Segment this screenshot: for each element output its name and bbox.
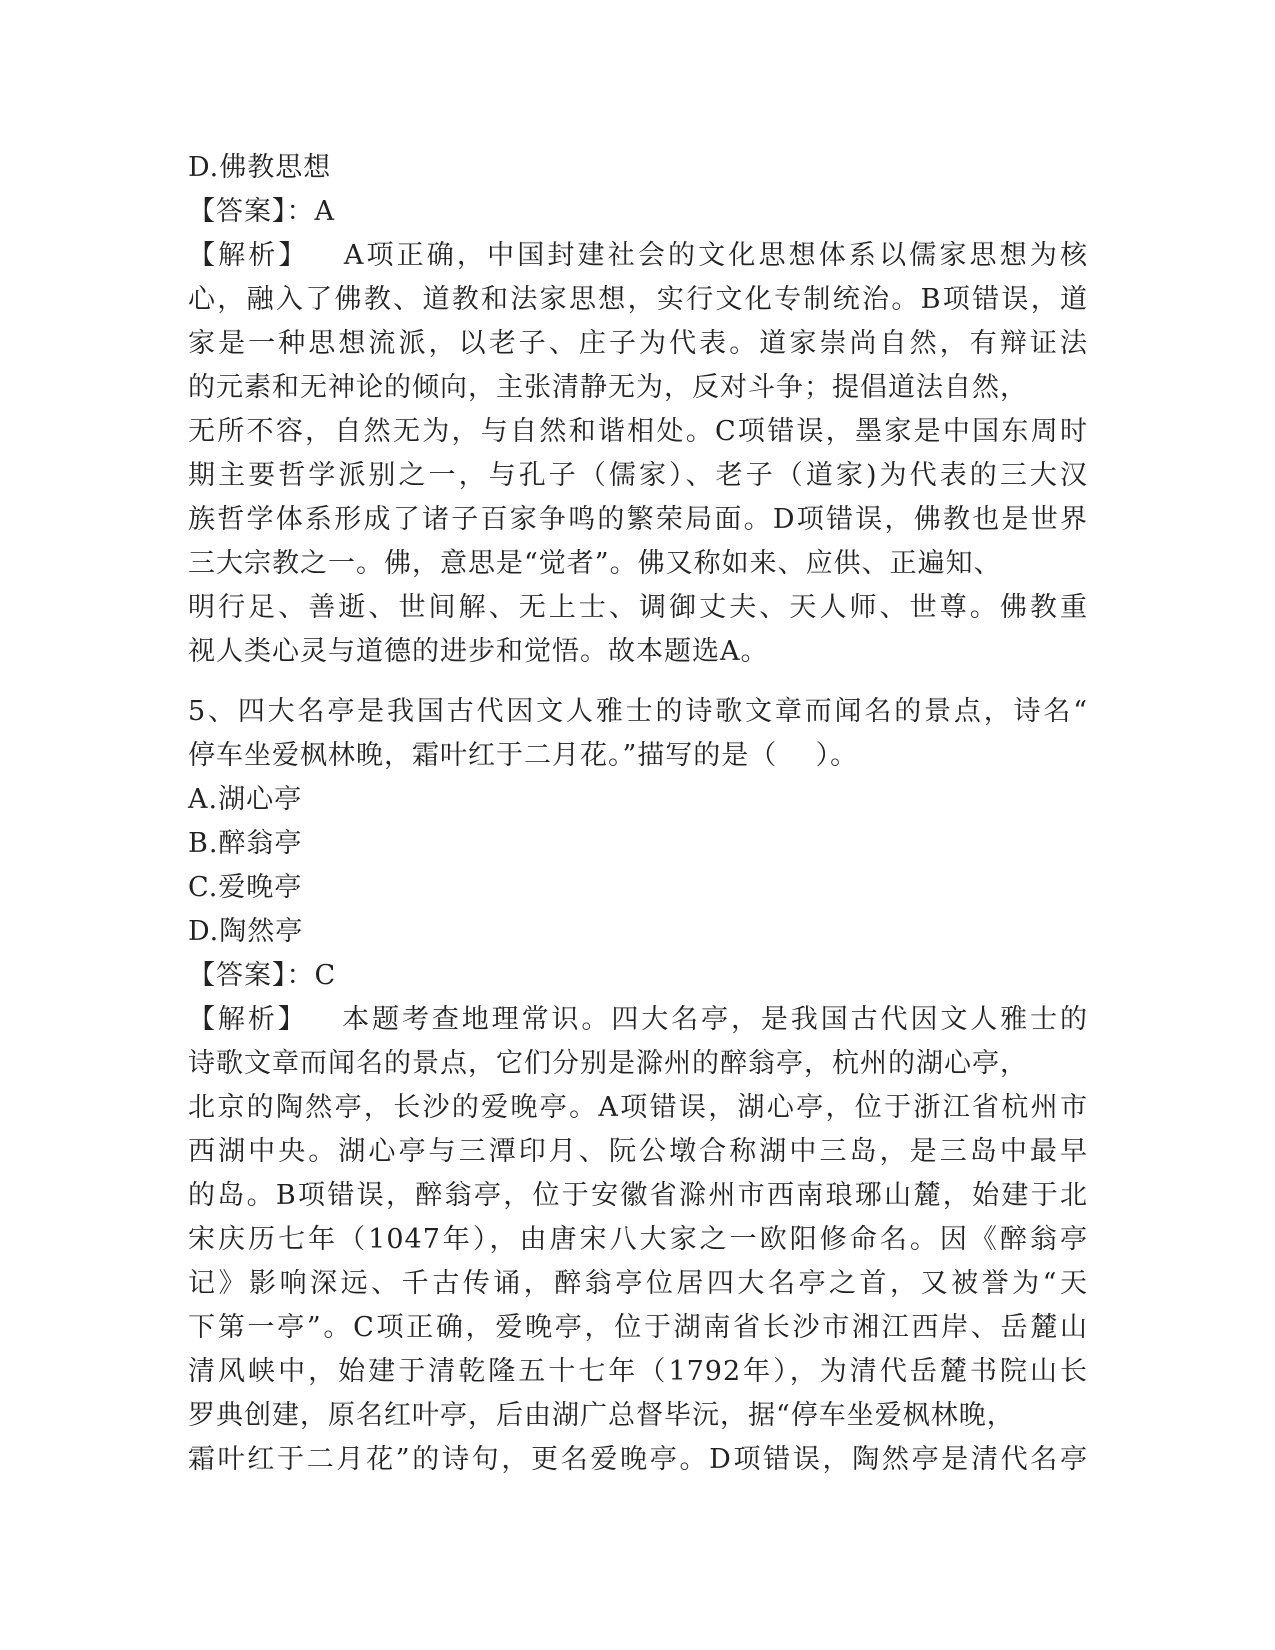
- analysis-line: 霜叶红于二月花”的诗句，更名爱晚亭。D项错误，陶然亭是清代名亭: [188, 1444, 1088, 1475]
- analysis-line: 罗典创建，原名红叶亭，后由湖广总督毕沅，据“停车坐爱枫林晚，: [188, 1400, 1015, 1431]
- option-d-text: D.陶然亭: [188, 916, 304, 947]
- analysis-line: 族哲学体系形成了诸子百家争鸣的繁荣局面。D项错误，佛教也是世界: [188, 504, 1088, 535]
- analysis-line: 【解析】 A项正确，中国封建社会的文化思想体系以儒家思想为核: [188, 240, 1088, 271]
- answer-line: 【答案】：A: [188, 196, 335, 227]
- analysis-line: 视人类心灵与道德的进步和觉悟。故本题选A。: [188, 636, 769, 667]
- analysis-line: 无所不容，自然无为，与自然和谐相处。C项错误，墨家是中国东周时: [188, 416, 1088, 447]
- analysis-line: 北京的陶然亭，长沙的爱晚亭。A项错误，湖心亭，位于浙江省杭州市: [188, 1092, 1088, 1123]
- answer-line: 【答案】：C: [188, 960, 337, 991]
- analysis-line: 的元素和无神论的倾向，主张清静无为，反对斗争；提倡道法自然，: [188, 372, 1028, 403]
- analysis-line: 心，融入了佛教、道教和法家思想，实行文化专制统治。B项错误，道: [188, 284, 1088, 315]
- analysis-line: 下第一亭”。C项正确，爱晚亭，位于湖南省长沙市湘江西岸、岳麓山: [188, 1312, 1088, 1343]
- option-a-text: A.湖心亭: [188, 784, 303, 815]
- analysis-line: 三大宗教之一。佛，意思是“觉者”。佛又称如来、应供、正遍知、: [188, 548, 1002, 579]
- option-c-text: C.爱晚亭: [188, 872, 303, 903]
- analysis-line: 记》影响深远、千古传诵，醉翁亭位居四大名亭之首，又被誉为“天: [188, 1268, 1088, 1299]
- analysis-line: 家是一种思想流派，以老子、庄子为代表。道家崇尚自然，有辩证法: [188, 328, 1088, 359]
- question-stem-line: 停车坐爱枫林晚，霜叶红于二月花。”描写的是（ ）。: [188, 740, 859, 771]
- question-stem-line: 5、四大名亭是我国古代因文人雅士的诗歌文章而闻名的景点，诗名“: [188, 696, 1088, 727]
- analysis-line: 宋庆历七年（1047年），由唐宋八大家之一欧阳修命名。因《醉翁亭: [188, 1224, 1088, 1255]
- paragraph-gap: [188, 674, 1088, 690]
- analysis-line: 诗歌文章而闻名的景点，它们分别是滁州的醉翁亭，杭州的湖心亭，: [188, 1048, 1028, 1079]
- document-content: [188, 146, 1088, 1482]
- analysis-line: 期主要哲学派别之一，与孔子（儒家）、老子（道家)为代表的三大汉: [188, 460, 1088, 491]
- option-d-text: D.佛教思想: [188, 152, 332, 183]
- analysis-line: 的岛。B项错误，醉翁亭，位于安徽省滁州市西南琅琊山麓，始建于北: [188, 1180, 1088, 1211]
- analysis-line: 【解析】 本题考查地理常识。四大名亭，是我国古代因文人雅士的: [188, 1004, 1088, 1035]
- option-b-text: B.醉翁亭: [188, 828, 303, 859]
- analysis-line: 西湖中央。湖心亭与三潭印月、阮公墩合称湖中三岛，是三岛中最早: [188, 1136, 1088, 1167]
- analysis-line: 明行足、善逝、世间解、无上士、调御丈夫、天人师、世尊。佛教重: [188, 592, 1088, 623]
- analysis-line: 清风峡中，始建于清乾隆五十七年（1792年），为清代岳麓书院山长: [188, 1356, 1088, 1387]
